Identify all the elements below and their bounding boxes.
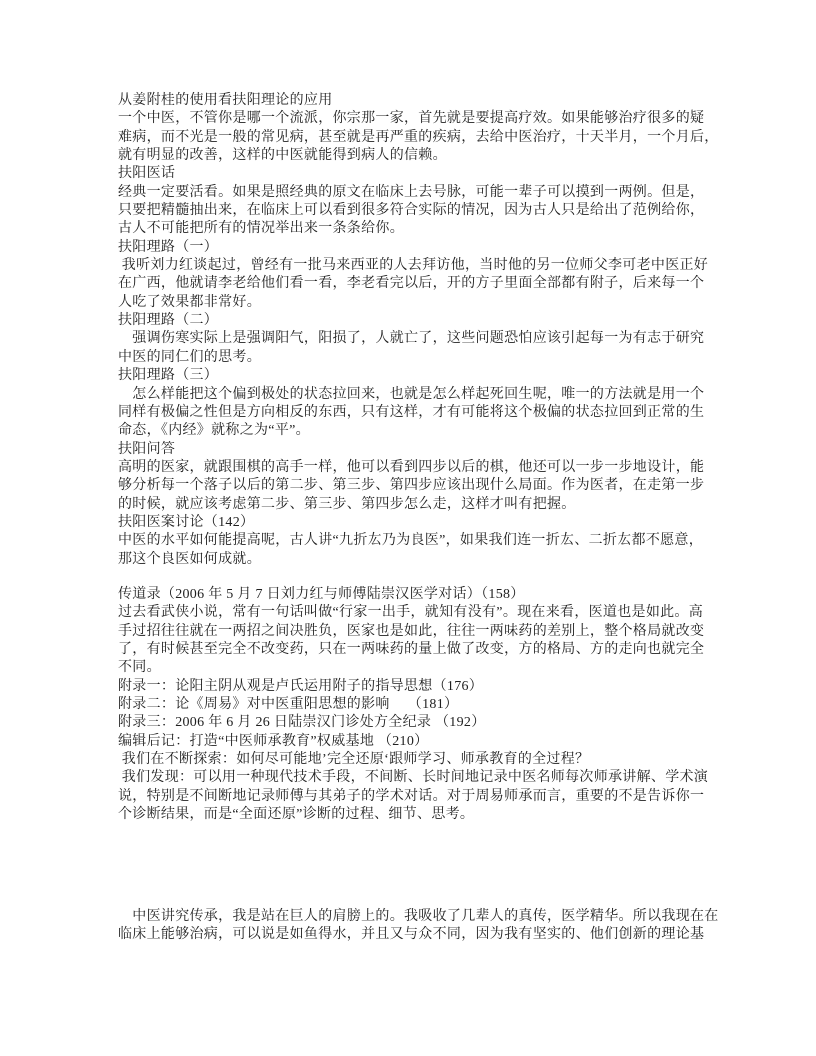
- editor-note-line: 编辑后记：打造“中医师承教育”权威基地 （210）: [118, 733, 429, 749]
- closing-paragraph: [118, 908, 719, 945]
- body-text-line: 不同。: [118, 660, 161, 676]
- body-text-line: 只要把精髓抽出来，在临床上可以看到很多符合实际的情况，因为古人只是给出了范例给你，: [118, 203, 705, 219]
- appendix-1-line: 附录一：论阳主阴从观是卢氏运用附子的指导思想（176）: [118, 678, 484, 694]
- body-text-line: 经典一定要活看。如果是照经典的原文在临床上去号脉，可能一辈子可以摸到一两例。但是，: [118, 184, 705, 200]
- body-text-line: 一个中医，不管你是哪一个流派，你宗那一家，首先就是要提高疗效。如果能够治疗很多的疑: [118, 111, 705, 127]
- body-text-line: 那这个良医如何成就。: [118, 551, 261, 567]
- body-text-line: 难病，而不光是一般的常见病，甚至就是再严重的疾病，去给中医治疗，十天半月，一个月后，: [118, 129, 719, 145]
- body-text-line: 同样有极偏之性但是方向相反的东西，只有这样，才有可能将这个极偏的状态拉回到正常的生: [118, 404, 705, 420]
- heading-fuyang-yian-taolun: 扶阳医案讨论（142）: [118, 514, 255, 530]
- body-text-line: 中医的同仁们的思考。: [118, 349, 261, 365]
- body-text-line: 中医讲究传承，我是站在巨人的肩膀上的。我吸收了几辈人的真传，医学精华。所以我现在在: [118, 909, 719, 924]
- body-text-line: 过去看武侠小说，常有一句话叫做“行家一出手，就知有没有”。现在来看，医道也是如此。高: [118, 605, 704, 621]
- body-text-line: 了，有时候甚至完全不改变药，只在一两味药的量上做了改变，方的格局、方的走向也就完全: [118, 642, 705, 658]
- heading-fuyang-yihua: 扶阳医话: [118, 166, 176, 182]
- body-text-line: 我们发现：可以用一种现代技术手段，不间断、长时间地记录中医名师每次师承讲解、学术演: [118, 770, 709, 786]
- heading-fuyang-wenda: 扶阳问答: [118, 441, 176, 457]
- body-text-line: 手过招往往就在一两招之间决胜负，医家也是如此，往往一两味药的差别上，整个格局就改变: [118, 623, 705, 639]
- heading-fuyang-lilu-3: 扶阳理路（三）: [118, 368, 219, 384]
- appendix-3-line: 附录三：2006 年 6 月 26 日陆崇汉门诊处方全纪录 （192）: [118, 715, 486, 731]
- body-text-line: 我们在不断探索：如何尽可能地’完全还原‘跟师学习、师承教育的全过程？: [118, 752, 590, 768]
- section-fuyang-toc: [118, 92, 719, 569]
- body-text-line: 在广西，他就请李老给他们看一看，李老看完以后，开的方子里面全部都有附子，后来每一个: [118, 276, 705, 292]
- body-text-line: 古人不可能把所有的情况举出来一条条给你。: [118, 221, 404, 237]
- heading-fuyang-lilu-2: 扶阳理路（二）: [118, 313, 219, 329]
- body-text-line: 高明的医家，就跟围棋的高手一样，他可以看到四步以后的棋，他还可以一步一步地设计，能: [118, 459, 705, 475]
- body-text-line: 人吃了效果都非常好。: [118, 294, 261, 310]
- section-chuandaolu-appendices: [118, 586, 712, 824]
- body-text-line: 临床上能够治病，可以说是如鱼得水，并且又与众不同，因为我有坚实的、他们创新的理论基: [118, 927, 705, 943]
- body-text-line: 说，特别是不间断地记录师傅与其弟子的学术对话。对于周易师承而言，重要的不是告诉你一: [118, 788, 705, 804]
- body-text-line: 我听刘力红谈起过，曾经有一批马来西亚的人去拜访他，当时他的另一位师父李可老中医正好: [118, 258, 709, 274]
- body-text-line: 中医的水平如何能提高呢，古人讲“九折厷乃为良医”，如果我们连一折厷、二折厷都不愿意，: [118, 533, 704, 549]
- body-text-line: 个诊断结果，而是“全面还原”诊断的过程、细节、思考。: [118, 807, 475, 823]
- article-title-line: 从姜附桂的使用看扶阳理论的应用: [118, 93, 333, 108]
- body-text-line: 的时候，就应该考虑第二步、第三步、第四步怎么走，这样才叫有把握。: [118, 496, 576, 512]
- body-text-line: 怎么样能把这个偏到极处的状态拉回来，也就是怎么样起死回生呢，唯一的方法就是用一个: [118, 386, 705, 402]
- heading-chuandaolu: 传道录（2006 年 5 月 7 日刘力红与师傅陆崇汉医学对话）（158）: [118, 587, 525, 602]
- body-text-line: 够分析每一个落子以后的第二步、第三步、第四步应该出现什么局面。作为医者，在走第一步: [118, 478, 705, 494]
- appendix-2-line: 附录二：论《周易》对中医重阳思想的影响 （181）: [118, 697, 459, 713]
- body-text-line: 命态，《内经》就称之为“平”。: [118, 423, 310, 439]
- heading-fuyang-lilu-1: 扶阳理路（一）: [118, 239, 219, 255]
- body-text-line: 就有明显的改善，这样的中医就能得到病人的信赖。: [118, 148, 447, 164]
- body-text-line: 强调伤寒实际上是强调阳气，阳损了，人就亡了，这些问题恐怕应该引起每一为有志于研究: [118, 331, 705, 347]
